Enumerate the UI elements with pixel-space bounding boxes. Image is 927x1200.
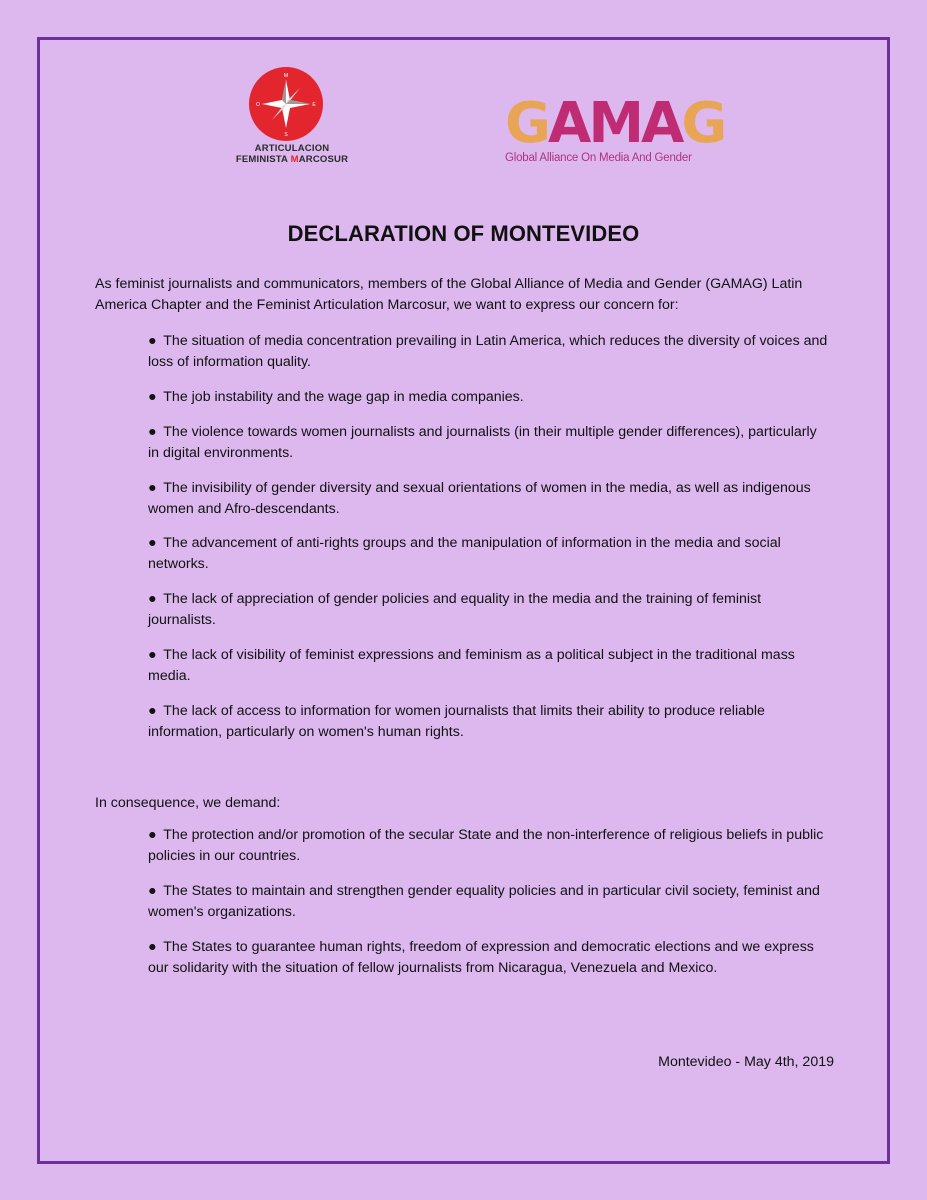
demand-item	[148, 937, 828, 979]
demand-text: The protection and/or promotion of the secular State and the non-interference of religious beliefs in public policies in our countries.	[148, 827, 824, 864]
concern-item	[148, 387, 828, 408]
bullet-dot: ●	[148, 333, 157, 349]
afm-logo-line2-red: M	[290, 154, 299, 165]
concern-item	[148, 331, 828, 373]
demand-text: The States to guarantee human rights, freedom of expression and democratic elections and we express our solidarity with the situation of fellow journalists from Nicaragua, Venezuela and Mexico.	[148, 939, 814, 976]
concern-text: The situation of media concentration prevailing in Latin America, which reduces the diversity of voices and loss of information quality.	[148, 333, 828, 370]
gamag-logo	[505, 90, 725, 170]
concern-text: The lack of appreciation of gender policies and equality in the media and the training of feminist journalists.	[148, 591, 762, 628]
concern-text: The advancement of anti-rights groups and the manipulation of information in the media and social networks.	[148, 535, 781, 572]
gamag-wordmark	[505, 90, 725, 156]
gamag-wordmark-letters: GAMAG	[505, 91, 725, 156]
bullet-dot: ●	[148, 883, 157, 899]
bullet-dot: ●	[148, 480, 157, 496]
document-title: DECLARATION OF MONTEVIDEO	[287, 221, 640, 246]
afm-logo-line2-start: FEMINISTA	[235, 154, 291, 165]
compass-letter-west: O	[256, 102, 260, 108]
closing-place-date: Montevideo - May 4th, 2019	[658, 1054, 834, 1070]
bullet-dot: ●	[148, 703, 157, 719]
concern-item	[148, 701, 828, 743]
compass-letter-north: M	[283, 73, 289, 79]
concern-item	[148, 533, 828, 575]
concern-item	[148, 645, 828, 687]
gamag-wordmark-text	[505, 91, 724, 156]
bullet-dot: ●	[148, 591, 157, 607]
bullet-dot: ●	[148, 939, 157, 955]
bullet-dot: ●	[148, 647, 157, 663]
demand-item	[148, 881, 828, 923]
bullet-dot: ●	[148, 827, 157, 843]
gamag-caption: Global Alliance On Media And Gender	[505, 152, 692, 164]
concern-item	[148, 422, 828, 464]
concern-text: The lack of visibility of feminist expressions and feminism as a political subject in the traditional mass media.	[148, 647, 795, 684]
concern-text: The job instability and the wage gap in media companies.	[163, 389, 524, 405]
bullet-dot: ●	[148, 535, 157, 551]
afm-logo	[232, 66, 352, 174]
concern-item	[148, 478, 828, 520]
concern-text: The invisibility of gender diversity and sexual orientations of women in the media, as well as indigenous women and Afro-descendants.	[148, 480, 811, 517]
afm-logo-text	[232, 143, 352, 165]
afm-logo-line2-end: ARCOSUR	[298, 154, 349, 165]
compass-letter-east: E	[312, 102, 316, 108]
concern-text: The lack of access to information for women journalists that limits their ability to produce reliable information, particularly on women's human rights.	[148, 703, 765, 740]
bullet-dot: ●	[148, 389, 157, 405]
compass-letter-south: S	[284, 132, 288, 138]
demand-text: The States to maintain and strengthen gender equality policies and in particular civil society, feminist and women's organizations.	[148, 883, 820, 920]
afm-logo-line2	[232, 154, 352, 165]
intro-paragraph: As feminist journalists and communicators, members of the Global Alliance of Media and Gender (GAMAG) Latin America Chapter and the Feminist Articulation Marcosur, we want to express our concern for:	[95, 276, 803, 313]
consequence-paragraph: In consequence, we demand:	[95, 795, 281, 811]
bullet-dot: ●	[148, 424, 157, 440]
afm-logo-line1: ARTICULACION	[254, 143, 330, 154]
concern-item	[148, 589, 828, 631]
demand-item	[148, 825, 828, 867]
concern-text: The violence towards women journalists and journalists (in their multiple gender differences), particularly in digital environments.	[148, 424, 817, 461]
compass-star-icon	[248, 66, 324, 142]
